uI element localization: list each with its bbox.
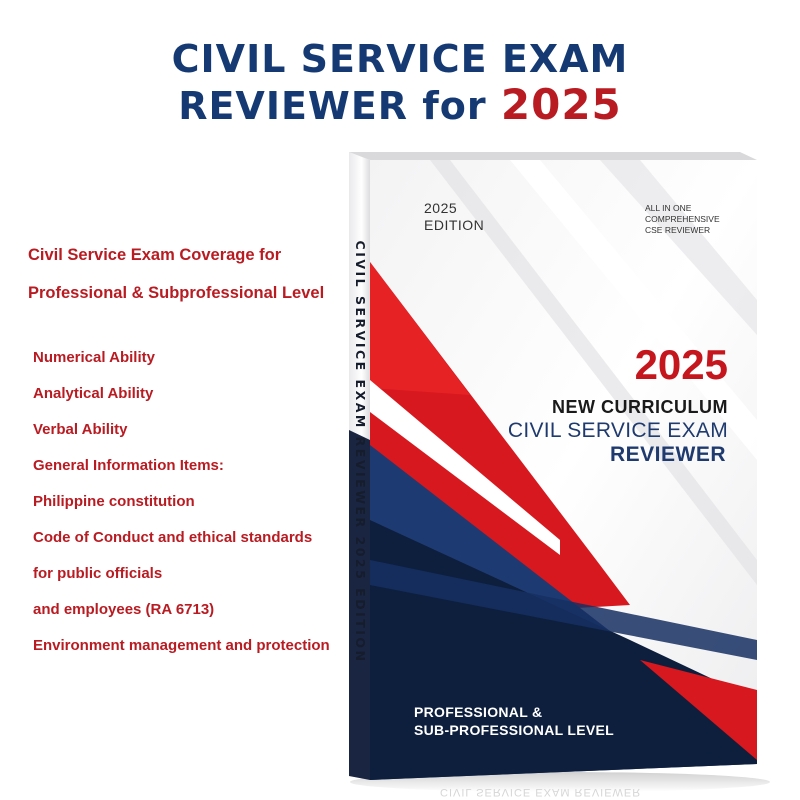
spine-title: CIVIL SERVICE EXAM REVIEWER 2025 EDITION	[353, 240, 368, 664]
edition-year: 2025	[424, 200, 458, 216]
topic-item: General Information Items:	[33, 457, 224, 474]
edition-word: EDITION	[424, 217, 485, 233]
headline-line-1: CIVIL SERVICE EXAM	[171, 37, 629, 81]
topic-item: Verbal Ability	[33, 421, 128, 438]
coverage-title-line-1: Civil Service Exam Coverage for	[28, 246, 282, 264]
tag-line: ALL IN ONE	[645, 203, 692, 213]
cover-new-curriculum: NEW CURRICULUM	[552, 397, 728, 417]
tag-line: CSE REVIEWER	[645, 225, 711, 235]
coverage-title-line-2: Professional & Subprofessional Level	[28, 284, 325, 302]
cover-year: 2025	[634, 341, 728, 388]
topic-item: and employees (RA 6713)	[33, 601, 215, 618]
topic-item: Philippine constitution	[33, 493, 195, 510]
edition-label	[424, 200, 484, 234]
topic-item: for public officials	[33, 565, 163, 582]
tag-line: COMPREHENSIVE	[645, 214, 720, 224]
topic-item: Analytical Ability	[33, 385, 154, 402]
cover-level-label	[414, 703, 614, 739]
book-top-edge	[349, 152, 757, 160]
cover-exam-title: CIVIL SERVICE EXAM	[507, 419, 728, 442]
level-line-1: PROFESSIONAL &	[414, 704, 543, 720]
cover-reviewer-title: REVIEWER	[609, 443, 726, 466]
headline-reviewer-for: REVIEWER for	[178, 84, 487, 128]
book-reflection: CIVIL SERVICE EXAM REVIEWER	[440, 786, 642, 798]
level-line-2: SUB-PROFESSIONAL LEVEL	[414, 722, 615, 738]
topic-item: Code of Conduct and ethical standards	[33, 529, 313, 546]
topic-item: Environment management and protection	[33, 637, 330, 654]
topic-item: Numerical Ability	[33, 349, 155, 366]
all-in-one-tag	[645, 203, 720, 236]
headline-year: 2025	[500, 80, 622, 129]
